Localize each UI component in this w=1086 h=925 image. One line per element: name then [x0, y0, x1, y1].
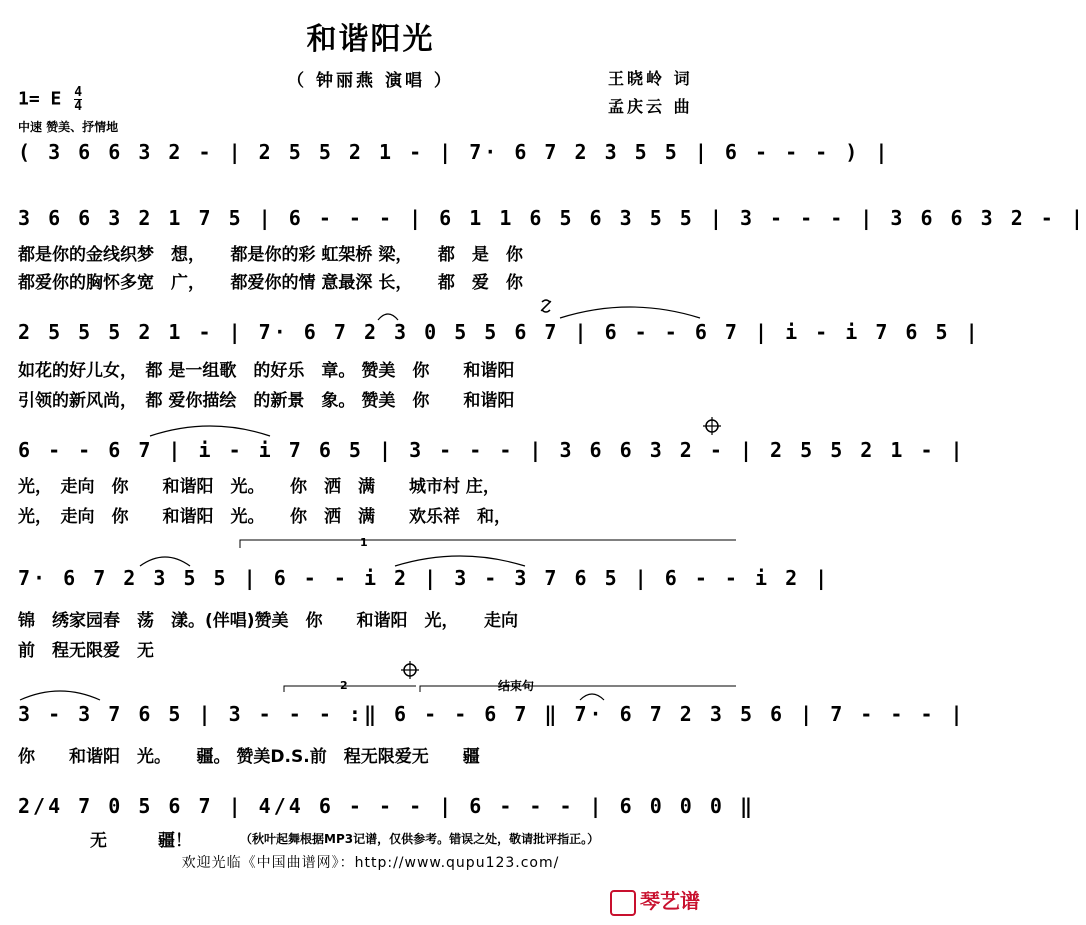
score-row-2-lyrics-2: 都爱你的胸怀多宽 广， 都爱你的情 意最深 长， 都 爱 你	[18, 273, 523, 293]
score-row-4-lyrics-2: 光， 走向 你 和谐阳 光。 你 洒 满 欢乐祥 和，	[18, 507, 511, 527]
slur	[580, 694, 604, 700]
logo-text: 琴艺谱	[640, 889, 700, 913]
composer-credit: 孟庆云 曲	[608, 97, 693, 116]
singer-credit: （ 钟丽燕 演唱 ）	[287, 71, 454, 91]
volta-2-label: 2	[340, 679, 348, 692]
score-row-7-notes: 2/4 7 0 5 6 7 | 4/4 6 - - - | 6 - - - | 6 0 0 0 ‖	[18, 794, 756, 818]
footer-link[interactable]: 欢迎光临《中国曲谱网》：http://www.qupu123.com/	[181, 855, 560, 871]
key-label: 1= E	[18, 88, 62, 110]
score-row-5-lyrics-1: 锦 绣家园春 荡 漾。(伴唱)赞美 你 和谐阳 光， 走向	[18, 611, 519, 631]
transcriber-note: （秋叶起舞根据MP3记谱，仅供参考。错误之处，敬请批评指正。）	[240, 832, 600, 846]
volta-1-bracket	[240, 540, 736, 548]
coda-icon	[401, 661, 419, 679]
ending-label: 结束句	[498, 679, 535, 693]
score-row-6-lyrics-1: 你 和谐阳 光。 疆。 赞美D.S.前 程无限爱无 疆	[18, 747, 480, 767]
segno-icon	[541, 300, 551, 312]
score-row-3-lyrics-2: 引领的新风尚， 都 爱你描绘 的新景 象。 赞美 你 和谐阳	[18, 391, 515, 411]
score-row-2-notes: 3 6 6 3 2 1 7 5 | 6 - - - | 6 1 1 6 5 6 3 5 5 | 3 - - - | 3 6 6 3 2 - |	[18, 206, 1086, 230]
time-sig-top: 4	[74, 85, 83, 100]
slur	[20, 691, 100, 700]
score-row-3-lyrics-1: 如花的好儿女， 都 是一组歌 的好乐 章。 赞美 你 和谐阳	[18, 361, 515, 381]
score-row-3-notes: 2 5 5 5 2 1 - | 7· 6 7 2 3 0 5 5 6 7 | 6 - - 6 7 | i - i 7 6 5 |	[18, 320, 981, 344]
score-row-1-notes: ( 3 6 6 3 2 - | 2 5 5 2 1 - | 7· 6 7 2 3 5 5 | 6 - - - ) |	[18, 140, 891, 164]
time-sig-bottom: 4	[74, 99, 83, 114]
slur	[378, 314, 398, 320]
score-row-4-lyrics-1: 光， 走向 你 和谐阳 光。 你 洒 满 城市村 庄，	[18, 477, 500, 497]
slur	[140, 557, 190, 566]
lyricist-credit: 王晓岭 词	[608, 69, 693, 88]
volta-1-label: 1	[360, 536, 368, 549]
score-row-5-notes: 7· 6 7 2 3 5 5 | 6 - - i 2 | 3 - 3 7 6 5 | 6 - - i 2 |	[18, 566, 831, 590]
slur	[395, 556, 525, 566]
slur	[150, 426, 270, 436]
score-row-2-lyrics-1: 都是你的金线织梦 想， 都是你的彩 虹架桥 梁， 都 是 你	[18, 245, 523, 265]
coda-icon	[703, 417, 721, 435]
tempo-marking: 中速 赞美、抒情地	[18, 120, 119, 134]
score-row-5-lyrics-2: 前 程无限爱 无	[18, 641, 154, 661]
ending-bracket	[420, 686, 736, 692]
slur	[560, 307, 700, 318]
score-row-6-notes: 3 - 3 7 6 5 | 3 - - - :‖ 6 - - 6 7 ‖ 7· 6 7 2 3 5 6 | 7 - - - |	[18, 702, 966, 726]
volta-2-bracket	[284, 686, 416, 692]
score-row-4-notes: 6 - - 6 7 | i - i 7 6 5 | 3 - - - | 3 6 6 3 2 - | 2 5 5 2 1 - |	[18, 438, 966, 462]
song-title: 和谐阳光	[306, 22, 435, 57]
score-row-7-lyrics-1: 无 疆！	[90, 831, 192, 851]
